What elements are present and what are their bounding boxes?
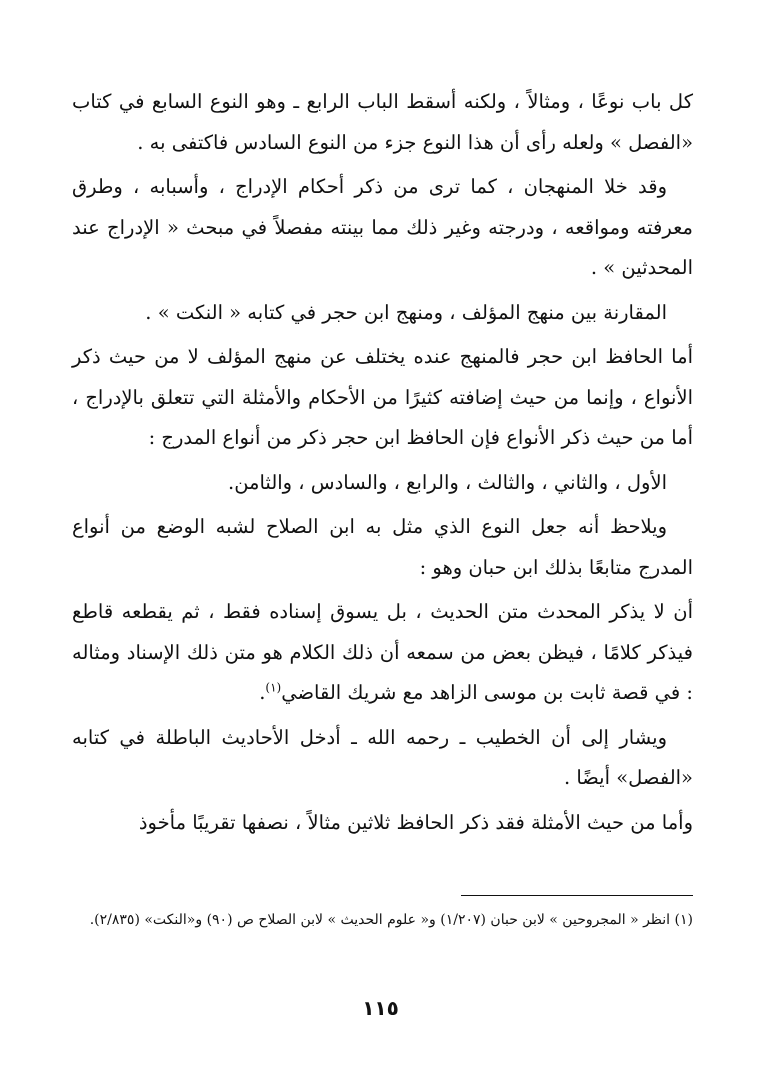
paragraph-7	[72, 592, 693, 714]
page-number: ١١٥	[362, 996, 399, 1020]
section-heading-comparison: المقارنة بين منهج المؤلف ، ومنهج ابن حجر في كتابه « النكت » .	[145, 300, 667, 324]
footnote-divider	[461, 895, 693, 896]
paragraph-8: ويشار إلى أن الخطيب ـ رحمه الله ـ أدخل الأحاديث الباطلة في كتابه «الفصل» أيضًا .	[72, 725, 693, 789]
footnotes	[72, 905, 693, 935]
main-text	[72, 82, 693, 847]
paragraph-1: كل باب نوعًا ، ومثالاً ، ولكنه أسقط الباب الرابع ـ وهو النوع السابع في كتاب «الفصل » ولعله رأى أن هذا النوع جزء من النوع السادس فاكتفى به .	[72, 90, 693, 154]
footnote-1: (١) انظر « المجروحين » لابن حبان (١/٢٠٧) و« علوم الحديث » لابن الصلاح ص (٩٠) و«النكت» (٢/٨٣٥).	[89, 912, 693, 928]
paragraph-7-text: أن لا يذكر المحدث متن الحديث ، بل يسوق إسناده فقط ، ثم يقطعه قاطع فيذكر كلامًا ، فيظن بعض من سمعه أن ذلك الكلام هو متن ذلك الإسناد ومثاله : في قصة ثابت بن موسى الزاهد مع شريك القاضي	[72, 600, 693, 704]
paragraph-7-end: .	[259, 681, 266, 704]
footnote-reference[interactable]: (١)	[265, 680, 282, 695]
paragraph-5-list: الأول ، والثاني ، والثالث ، والرابع ، والسادس ، والثامن.	[228, 470, 667, 494]
paragraph-4: أما الحافظ ابن حجر فالمنهج عنده يختلف عن منهج المؤلف لا من حيث ذكر الأنواع ، وإنما من حيث إضافته كثيرًا من الأحكام والأمثلة التي تتعلق بالإدراج ، أما من حيث ذكر الأنواع فإن الحافظ ابن حجر ذكر من أنواع المدرج :	[72, 345, 693, 449]
paragraph-6: ويلاحظ أنه جعل النوع الذي مثل به ابن الصلاح لشبه الوضع من أنواع المدرج متابعًا بذلك ابن حبان وهو :	[72, 515, 693, 579]
paragraph-9: وأما من حيث الأمثلة فقد ذكر الحافظ ثلاثين مثالاً ، نصفها تقريبًا مأخوذ	[138, 810, 693, 834]
paragraph-2: وقد خلا المنهجان ، كما ترى من ذكر أحكام الإدراج ، وأسبابه ، وطرق معرفته ومواقعه ، ودرجته وغير ذلك مما بينته مفصلاً في مبحث « الإدراج عند المحدثين » .	[72, 175, 693, 279]
